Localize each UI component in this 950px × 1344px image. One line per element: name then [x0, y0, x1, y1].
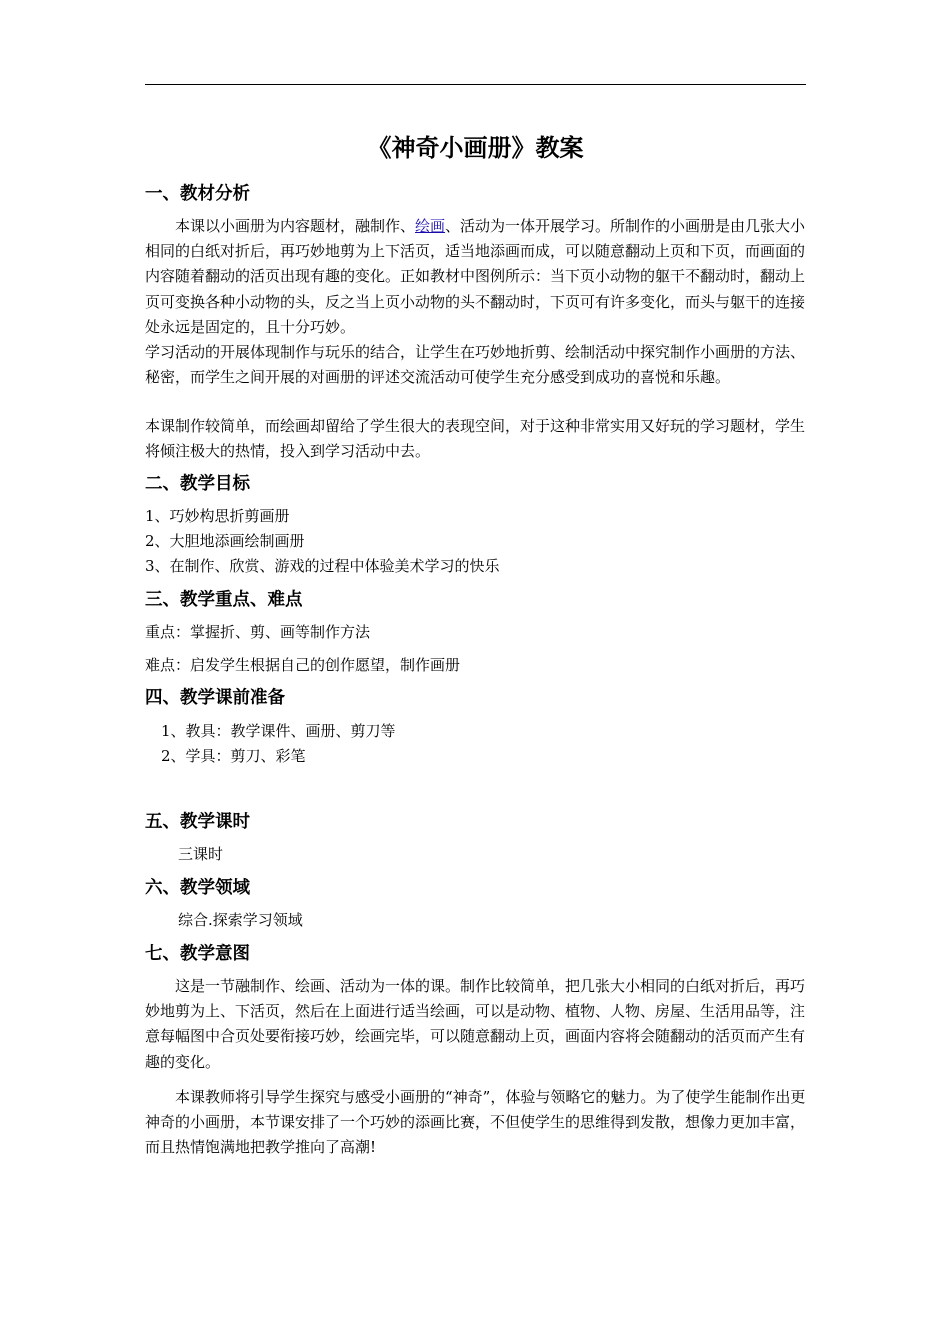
- objective-item: 2、大胆地添画绘制画册: [145, 532, 305, 550]
- materials-paragraph-2: 学习活动的开展体现制作与玩乐的结合，让学生在巧妙地折剪、绘制活动中探究制作小画册的方法、秘密，而学生之间开展的对画册的评述交流活动可使学生充分感受到成功的喜悦和乐趣。: [145, 343, 806, 387]
- periods-text: 三课时: [178, 845, 224, 863]
- materials-paragraph-3: 本课制作较简单，而绘画却留给了学生很大的表现空间，对于这种非常实用又好玩的学习题材，学生将倾注极大的热情，投入到学习活动中去。: [145, 417, 806, 461]
- section-heading-preparation: 四、教学课前准备: [145, 688, 285, 708]
- difficult-point-text: 难点：启发学生根据自己的创作愿望，制作画册: [145, 656, 461, 674]
- section-heading-materials: 一、教材分析: [145, 184, 250, 204]
- materials-paragraph-1: [145, 214, 808, 340]
- section-heading-domain: 六、教学领域: [145, 878, 250, 898]
- intent-paragraph-2: 本课教师将引导学生探究与感受小画册的“神奇”，体验与领略它的魅力。为了使学生能制作出更神奇的小画册，本节课安排了一个巧妙的添画比赛，不但使学生的思维得到发散，想像力更加丰富，而且热情饱满地把教学推向了高潮!: [145, 1088, 806, 1157]
- key-point-text: 重点：掌握折、剪、画等制作方法: [145, 623, 371, 641]
- document-title: 《神奇小画册》教案: [367, 134, 584, 162]
- section-heading-intent: 七、教学意图: [145, 944, 250, 964]
- preparation-item: 1、教具：教学课件、画册、剪刀等: [161, 722, 396, 740]
- domain-text: 综合.探索学习领域: [178, 911, 303, 929]
- section-heading-key-points: 三、教学重点、难点: [145, 590, 303, 610]
- preparation-item: 2、学具：剪刀、彩笔: [161, 747, 306, 765]
- section-heading-periods: 五、教学课时: [145, 812, 250, 832]
- intent-paragraph-1: 这是一节融制作、绘画、活动为一体的课。制作比较简单，把几张大小相同的白纸对折后，再巧妙地剪为上、下活页，然后在上面进行适当绘画，可以是动物、植物、人物、房屋、生活用品等，注意每幅图中合页处要衔接巧妙，绘画完毕，可以随意翻动上页，画面内容将会随翻动的活页而产生有趣的变化。: [145, 977, 806, 1071]
- painting-link[interactable]: 绘画: [415, 217, 446, 235]
- objective-item: 3、在制作、欣赏、游戏的过程中体验美术学习的快乐: [145, 557, 500, 575]
- section-heading-objectives: 二、教学目标: [145, 474, 250, 494]
- materials-p1-text-b: 、活动为一体开展学习。所制作的小画册是由几张大小相同的白纸对折后，再巧妙地剪为上下活页，适当地添画而成，可以随意翻动上页和下页，而画面的内容随着翻动的活页出现有趣的变化。正如教材中图例所示：当下页小动物的躯干不翻动时，翻动上页可变换各种小动物的头，反之当上页小动物的头不翻动时，下页可有许多变化，而头与躯干的连接处永远是固定的，且十分巧妙。: [145, 217, 806, 336]
- materials-p1-text-a: 本课以小画册为内容题材，融制作、: [175, 217, 416, 235]
- header-rule: [145, 84, 806, 85]
- objective-item: 1、巧妙构思折剪画册: [145, 507, 290, 525]
